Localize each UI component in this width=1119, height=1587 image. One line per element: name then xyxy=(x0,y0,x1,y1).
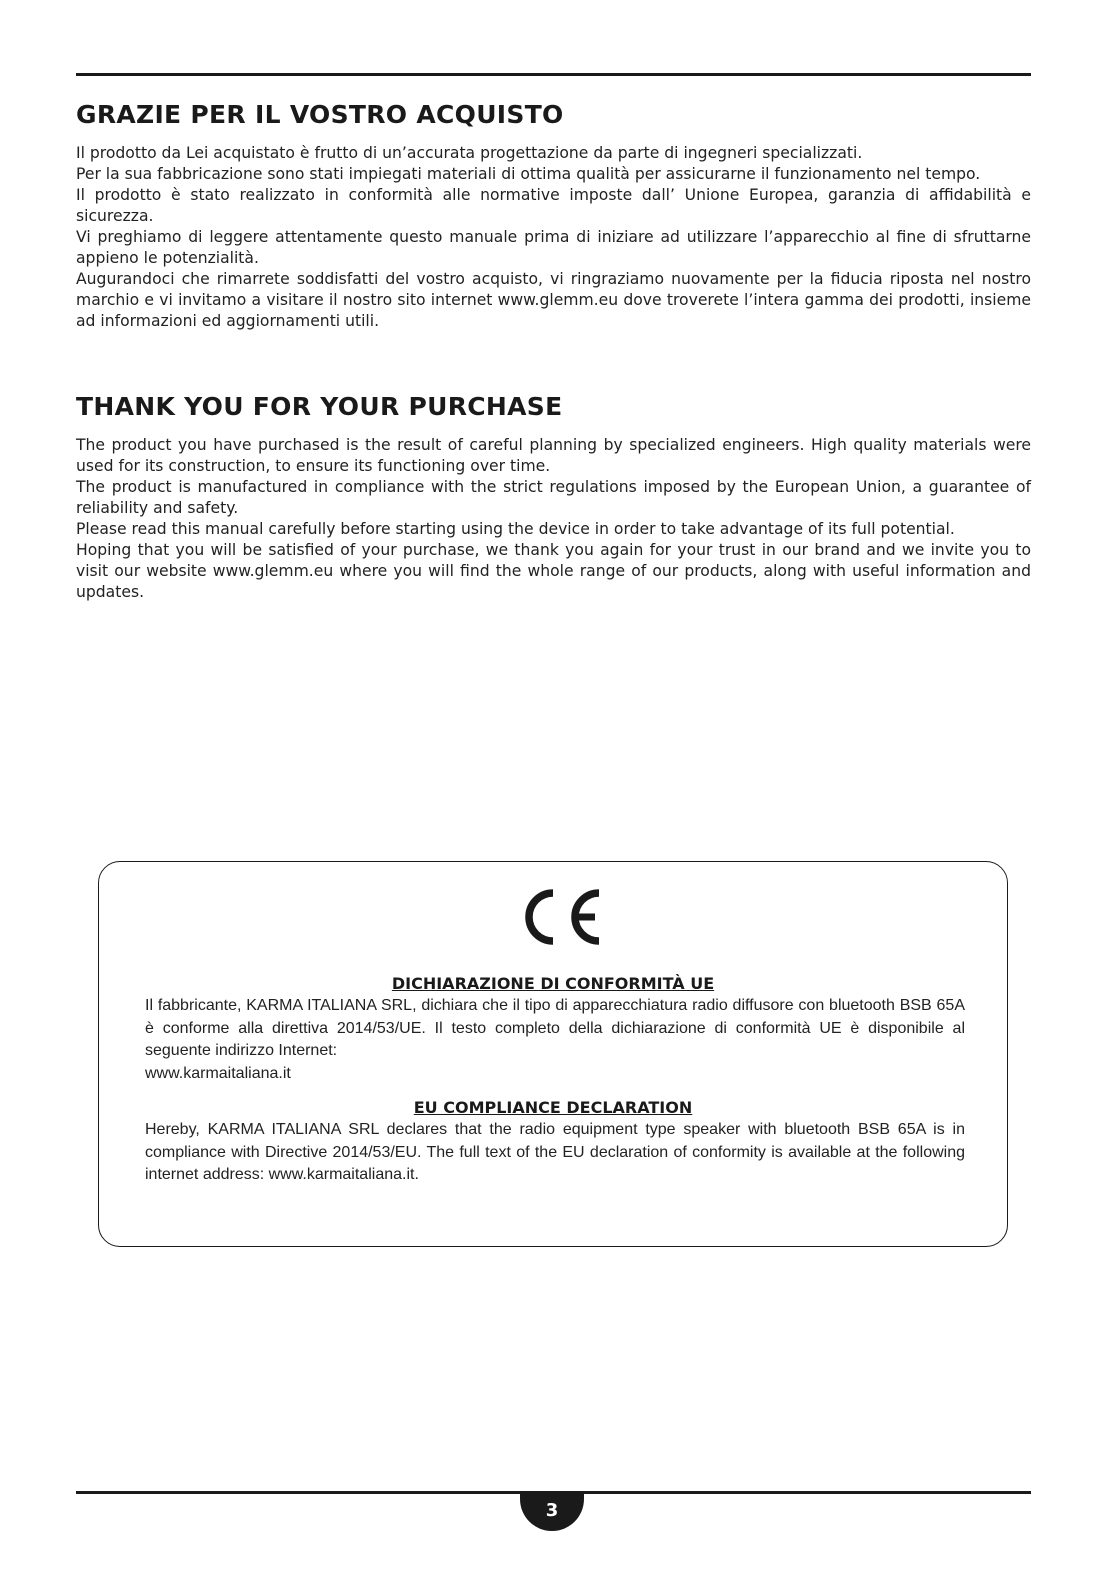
en-declaration-body: Hereby, KARMA ITALIANA SRL declares that the radio equipment type speaker with bluetooth BSB 65A is in compliance with Directive 2014/53/EU. The full text of the EU declaration of conformity is available at the following internet address: www.karmaitaliana.it. xyxy=(145,1121,965,1183)
italian-heading: GRAZIE PER IL VOSTRO ACQUISTO xyxy=(76,100,564,129)
english-heading: THANK YOU FOR YOUR PURCHASE xyxy=(76,392,563,421)
ce-mark-icon xyxy=(515,884,605,950)
italian-paragraph-1: Il prodotto da Lei acquistato è frutto di un’accurata progettazione da parte di ingegneri specializzati. xyxy=(76,144,863,162)
english-paragraph-4: Hoping that you will be satisfied of your purchase, we thank you again for your trust in our brand and we invite you to visit our website www.glemm.eu where you will find the whole range of our products, along with useful information and updates. xyxy=(76,541,1031,601)
italian-paragraph-5: Augurandoci che rimarrete soddisfatti del vostro acquisto, vi ringraziamo nuovamente per la fiducia riposta nel nostro marchio e vi invitamo a visitare il nostro sito internet www.glemm.eu dove troverete l’intera gamma dei prodotti, insieme ad informazioni ed aggiornamenti utili. xyxy=(76,270,1031,330)
italian-paragraph-3: Il prodotto è stato realizzato in conformità alle normative imposte dall’ Unione Europea, garanzia di affidabilità e sicurezza. xyxy=(76,186,1031,225)
en-declaration-title: EU COMPLIANCE DECLARATION xyxy=(413,1098,693,1117)
italian-paragraph-4: Vi preghiamo di leggere attentamente questo manuale prima di iniziare ad utilizzare l’apparecchio al fine di sfruttarne appieno le potenzialità. xyxy=(76,228,1031,267)
it-declaration-title: DICHIARAZIONE DI CONFORMITÀ UE xyxy=(391,974,715,993)
top-rule xyxy=(76,73,1031,76)
english-paragraph-1: The product you have purchased is the result of careful planning by specialized engineers. High quality materials were used for its construction, to ensure its functioning over time. xyxy=(76,436,1031,475)
it-declaration-text: Il fabbricante, KARMA ITALIANA SRL, dichiara che il tipo di apparecchiatura radio diffusore con bluetooth BSB 65A è conforme alla direttiva 2014/53/UE. Il testo completo della dichiarazione di conformità UE è disponibile al seguente indirizzo Internet: xyxy=(145,997,965,1059)
english-section xyxy=(76,392,1031,603)
it-declaration-body xyxy=(145,995,965,1085)
compliance-declaration-box xyxy=(98,861,1008,1247)
english-paragraph-2: The product is manufactured in compliance with the strict regulations imposed by the European Union, a guarantee of reliability and safety. xyxy=(76,478,1031,517)
english-paragraph-3: Please read this manual carefully before starting using the device in order to take advantage of its full potential. xyxy=(76,520,955,538)
page-number-badge: 3 xyxy=(520,1493,584,1531)
italian-paragraph-2: Per la sua fabbricazione sono stati impiegati materiali di ottima qualità per assicurarne il funzionamento nel tempo. xyxy=(76,165,981,183)
italian-section xyxy=(76,100,1031,332)
it-declaration-url: www.karmaitaliana.it xyxy=(145,1064,291,1082)
